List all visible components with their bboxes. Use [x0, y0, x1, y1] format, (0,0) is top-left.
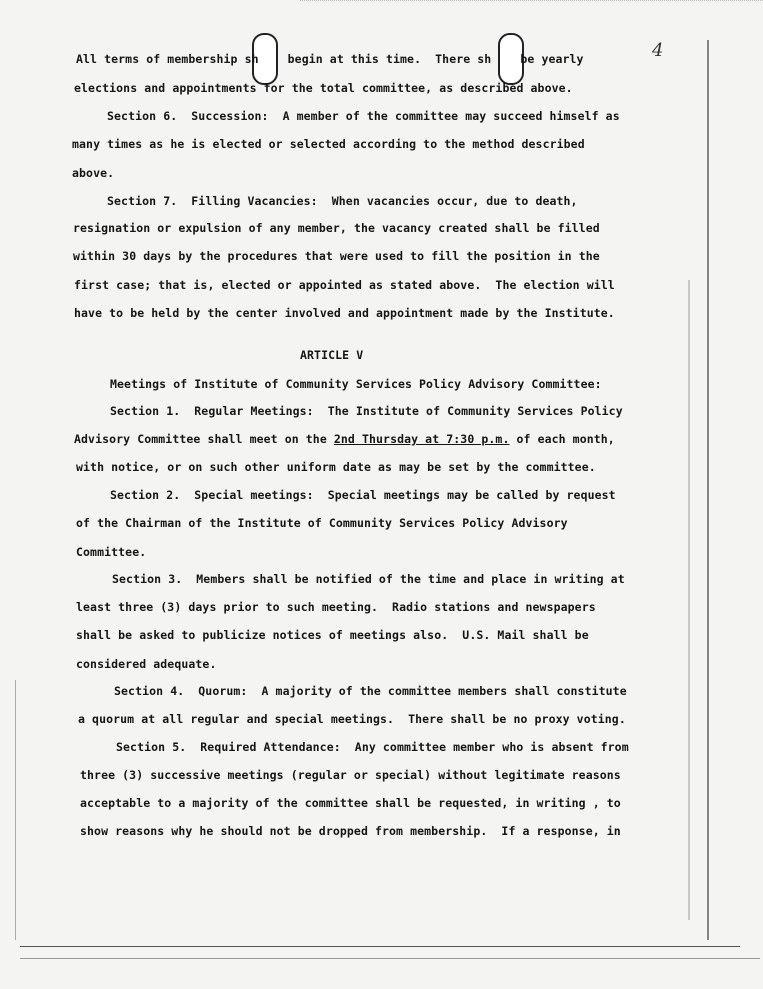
text-line: Section 6. Succession: A member of the committee may succeed himself as: [107, 109, 620, 123]
text-line: Section 3. Members shall be notified of the time and place in writing at: [112, 572, 625, 586]
text-line: above.: [72, 166, 115, 180]
text-line: considered adequate.: [76, 657, 217, 671]
text-line: least three (3) days prior to such meeting. Radio stations and newspapers: [76, 600, 596, 614]
text-line: All terms of membership sh begin at this time. There sh be yearly: [76, 52, 584, 66]
article-heading: ARTICLE V: [300, 348, 364, 362]
text-line: with notice, or on such other uniform date as may be set by the committee.: [76, 460, 596, 474]
text-line: have to be held by the center involved and appointment made by the Institute.: [74, 306, 615, 320]
text-line: Meetings of Institute of Community Services Policy Advisory Committee:: [110, 377, 602, 391]
text-line: within 30 days by the procedures that were used to fill the position in the: [73, 249, 600, 263]
text-line: resignation or expulsion of any member, the vacancy created shall be filled: [73, 221, 600, 235]
text-line: elections and appointments for the total committee, as described above.: [74, 81, 573, 95]
text-line: Section 7. Filling Vacancies: When vacancies occur, due to death,: [107, 194, 578, 208]
text-line: Section 1. Regular Meetings: The Institute of Community Services Policy: [110, 404, 623, 418]
text-line: acceptable to a majority of the committee shall be requested, in writing , to: [80, 796, 621, 810]
text-line: Section 2. Special meetings: Special meetings may be called by request: [110, 488, 616, 502]
text-line: Section 4. Quorum: A majority of the committee members shall constitute: [114, 684, 627, 698]
left-margin-line: [15, 680, 16, 940]
text-line: Advisory Committee shall meet on the 2nd Thursday at 7:30 p.m. of each month,: [74, 432, 615, 446]
text-line: many times as he is elected or selected according to the method described: [72, 137, 585, 151]
text-line: first case; that is, elected or appointed as stated above. The election will: [74, 278, 615, 292]
text-line: Section 5. Required Attendance: Any committee member who is absent from: [116, 740, 629, 754]
text-line: shall be asked to publicize notices of meetings also. U.S. Mail shall be: [76, 628, 589, 642]
meeting-time-underlined: 2nd Thursday at 7:30 p.m.: [333, 432, 510, 446]
bottom-margin-line-lower: [20, 958, 760, 959]
text-line: three (3) successive meetings (regular or special) without legitimate reasons: [80, 768, 621, 782]
text-line: a quorum at all regular and special meetings. There shall be no proxy voting.: [78, 712, 626, 726]
text-line: show reasons why he should not be dropped from membership. If a response, in: [80, 824, 621, 838]
text-line: Committee.: [76, 545, 147, 559]
bottom-margin-line: [20, 946, 740, 947]
text-line: of the Chairman of the Institute of Community Services Policy Advisory: [76, 516, 568, 530]
page-number: 4: [652, 40, 664, 61]
top-dotted-edge: [300, 0, 763, 1]
